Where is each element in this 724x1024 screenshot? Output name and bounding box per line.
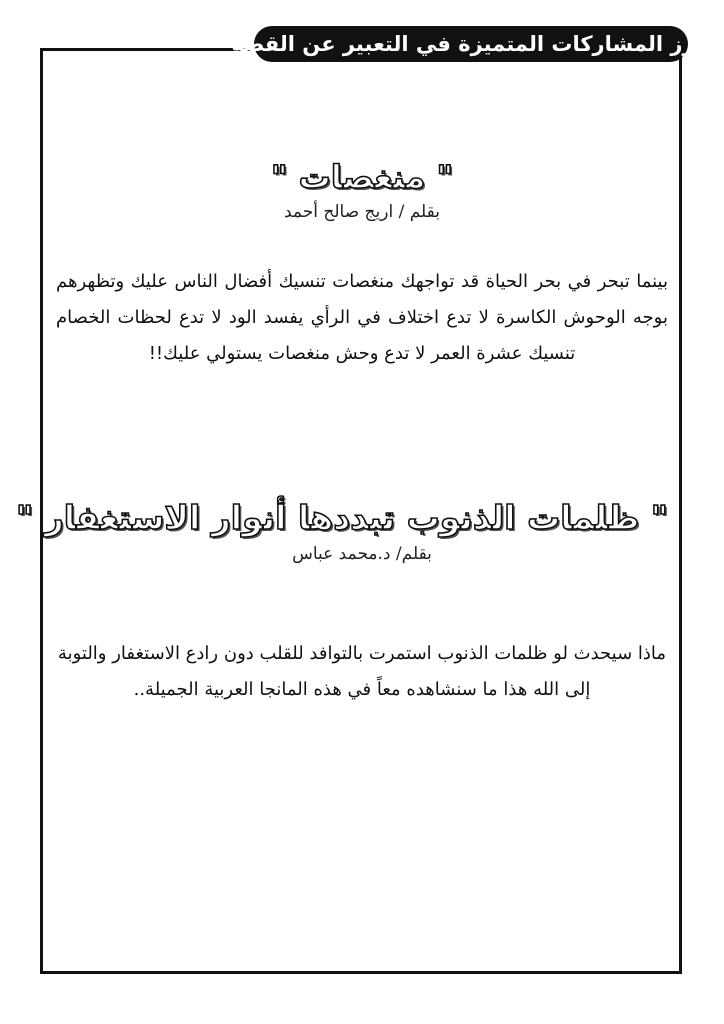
story-1-byline: بقلم / اريج صالح أحمد <box>283 202 440 223</box>
story-1-title: " منغصات " <box>270 158 454 196</box>
header-banner <box>231 26 711 62</box>
story-2 <box>16 498 668 564</box>
story-2-body: ماذا سيحدث لو ظلمات الذنوب استمرت بالتوافد للقلب دون رادع الاستغفار والتوبة إلى الله هذا ما سنشاهده معاً في هذه المانجا العربية الجميلة.. <box>57 643 667 700</box>
story-2-byline: بقلم/ د.محمد عباس <box>292 543 432 564</box>
story-1-body-wrap <box>56 264 668 372</box>
story-1-body: بينما تبحر في بحر الحياة قد تواجهك منغصات تنسيك أفضال الناس عليك وتظهرهم بوجه الوحوش الكاسرة لا تدع اختلاف في الرأي يفسد الود لا تدع لحظات الخصام تنسيك عشرة العمر لا تدع وحش منغصات يستولي عليك!! <box>56 271 668 364</box>
story-2-body-wrap <box>56 636 668 708</box>
story-1 <box>56 158 668 222</box>
header-banner-text: ابرز المشاركات المتميزة في التعبير عن القصة <box>231 32 711 56</box>
story-2-title: " ظلمات الذنوب تبددها أنوار الاستغفار " <box>16 498 668 537</box>
